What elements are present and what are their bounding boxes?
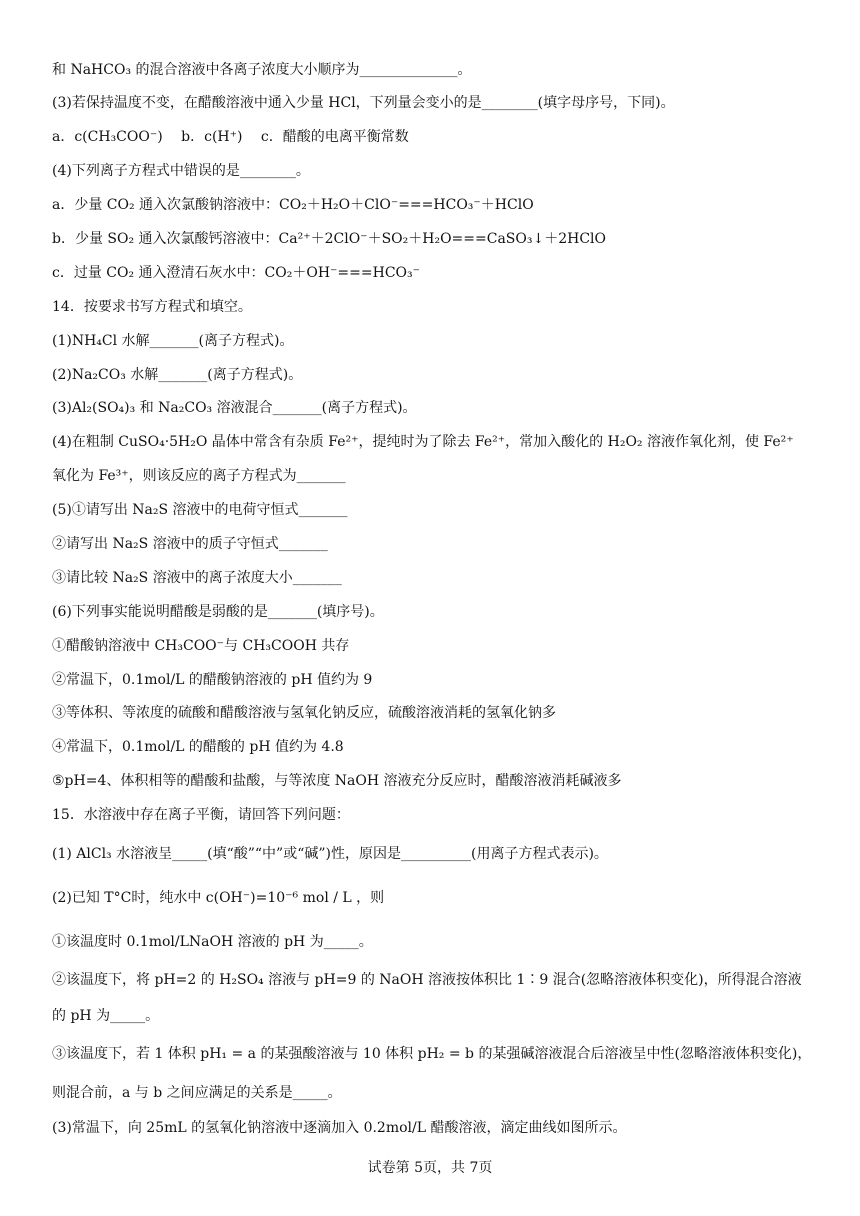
text-line: 氧化为 Fe³⁺，则该反应的离子方程式为_______ xyxy=(52,468,346,484)
text-line: 则混合前，a 与 b 之间应满足的关系是_____。 xyxy=(52,1085,342,1101)
text-line: (4)在粗制 CuSO₄·5H₂O 晶体中常含有杂质 Fe²⁺，提纯时为了除去 Fe²⁺，常加入酸化的 H₂O₂ 溶液作氧化剂，使 Fe²⁺ xyxy=(52,434,794,450)
text-line: ④常温下，0.1mol/L 的醋酸的 pH 值约为 4.8 xyxy=(52,739,344,755)
text-line: (6)下列事实能说明醋酸是弱酸的是_______(填序号)。 xyxy=(52,604,384,620)
text-line: (2)已知 T°C时，纯水中 c(OH⁻)=10⁻⁶ mol / L ，则 xyxy=(52,890,385,906)
text-line: ①该温度时 0.1mol/LNaOH 溶液的 pH 为_____。 xyxy=(52,934,373,950)
text-line: (3)常温下，向 25mL 的氢氧化钠溶液中逐滴加入 0.2mol/L 醋酸溶液，滴定曲线如图所示。 xyxy=(52,1120,627,1136)
text-line: ③该温度下，若 1 体积 pH₁ = a 的某强酸溶液与 10 体积 pH₂ = b 的某强碱溶液混合后溶液呈中性(忽略溶液体积变化)， xyxy=(52,1046,812,1062)
text-line: c．过量 CO₂ 通入澄清石灰水中：CO₂＋OH⁻===HCO₃⁻ xyxy=(52,265,421,281)
text-line: 的 pH 为_____。 xyxy=(52,1008,160,1024)
text-line: (3)Al₂(SO₄)₃ 和 Na₂CO₃ 溶液混合_______(离子方程式)。 xyxy=(52,400,417,416)
text-line: ②该温度下，将 pH=2 的 H₂SO₄ 溶液与 pH=9 的 NaOH 溶液按体积比 1∶9 混合(忽略溶液体积变化)，所得混合溶液 xyxy=(52,972,802,988)
text-line: ⑤pH=4、体积相等的醋酸和盐酸，与等浓度 NaOH 溶液充分反应时，醋酸溶液消耗碱液多 xyxy=(52,773,622,789)
text-line: ①醋酸钠溶液中 CH₃COO⁻与 CH₃COOH 共存 xyxy=(52,638,350,654)
text-line: a．少量 CO₂ 通入次氯酸钠溶液中：CO₂＋H₂O＋ClO⁻===HCO₃⁻＋HClO xyxy=(52,197,534,213)
page-footer: 试卷第 5页，共 7页 xyxy=(367,1160,493,1176)
text-line: (3)若保持温度不变，在醋酸溶液中通入少量 HCl，下列量会变小的是________(填字母序号，下同)。 xyxy=(52,95,675,111)
text-line: ②常温下，0.1mol/L 的醋酸钠溶液的 pH 值约为 9 xyxy=(52,672,373,688)
text-line: ③请比较 Na₂S 溶液中的离子浓度大小_______ xyxy=(52,570,342,586)
text-line: (5)①请写出 Na₂S 溶液中的电荷守恒式_______ xyxy=(52,502,348,518)
text-line: ②请写出 Na₂S 溶液中的质子守恒式_______ xyxy=(52,536,328,552)
question-heading: 15．水溶液中存在离子平衡，请回答下列问题： xyxy=(52,807,350,823)
text-line: 和 NaHCO₃ 的混合溶液中各离子浓度大小顺序为______________。 xyxy=(52,62,472,78)
text-line: (4)下列离子方程式中错误的是________。 xyxy=(52,163,310,179)
text-line: ③等体积、等浓度的硫酸和醋酸溶液与氢氧化钠反应，硫酸溶液消耗的氢氧化钠多 xyxy=(52,705,556,721)
question-heading: 14．按要求书写方程式和填空。 xyxy=(52,299,252,315)
text-line: (2)Na₂CO₃ 水解_______(离子方程式)。 xyxy=(52,367,303,383)
text-line: b．少量 SO₂ 通入次氯酸钙溶液中：Ca²⁺＋2ClO⁻＋SO₂＋H₂O===CaSO₃↓＋2HClO xyxy=(52,231,606,247)
text-line: a．c(CH₃COO⁻) b．c(H⁺) c．醋酸的电离平衡常数 xyxy=(52,129,409,145)
text-line: (1) AlCl₃ 水溶液呈_____(填“酸”“中”或“碱”)性，原因是__________(用离子方程式表示)。 xyxy=(52,846,608,862)
text-line: (1)NH₄Cl 水解_______(离子方程式)。 xyxy=(52,333,294,349)
